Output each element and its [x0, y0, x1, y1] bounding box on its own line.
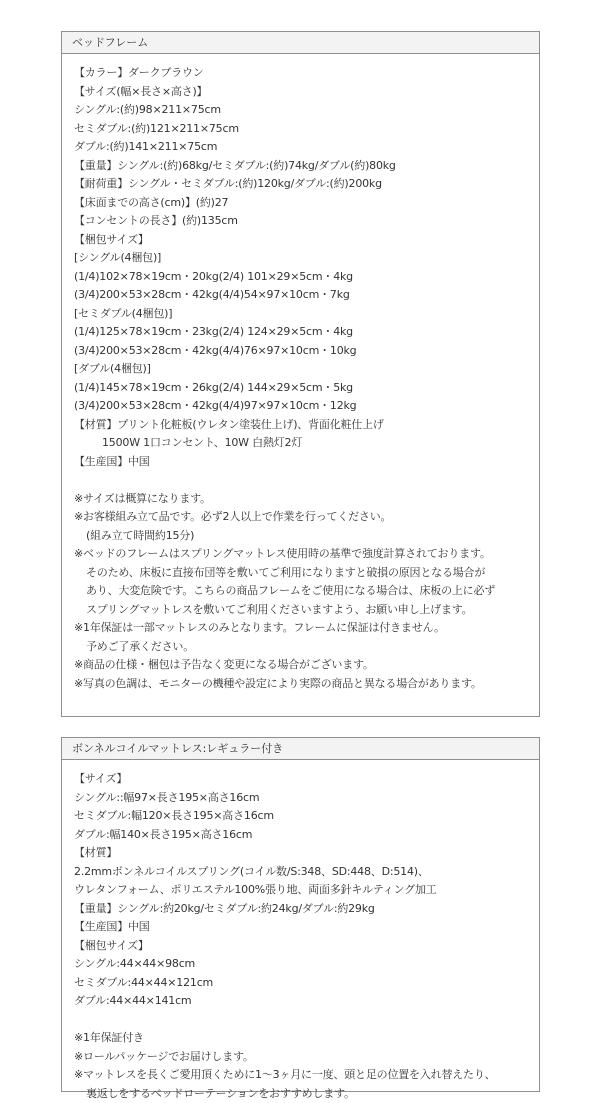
spec-line-material-outlet: 1500W 1口コンセント、10W 白熱灯2灯 [102, 436, 303, 449]
spec-line-package-heading: 【梱包サイズ】 [74, 938, 149, 952]
spec-line-size-double: ダブル:(約)141×211×75cm [74, 140, 218, 153]
spec-line-package-semidouble-2: (3/4)200×53×28cm・42kg(4/4)76×97×10cm・10kg [74, 343, 357, 357]
note-line: (組み立て時間約15分) [86, 528, 195, 542]
spec-line-material: 【材質】プリント化粧板(ウレタン塗装仕上げ)、背面化粧仕上げ [74, 417, 384, 431]
spec-line-color: 【カラー】ダークブラウン [74, 66, 204, 79]
note-line: ※サイズは概算になります。 [74, 491, 211, 505]
spec-line-package-double-1: (1/4)145×78×19cm・26kg(2/4) 144×29×5cm・5kg [74, 380, 353, 394]
spec-line-size-double: ダブル:幅140×長さ195×高さ16cm [74, 827, 253, 841]
note-line: ※商品の仕様・梱包は予告なく変更になる場合がございます。 [74, 658, 374, 671]
spec-line-package-double: ダブル:44×44×141cm [74, 994, 192, 1007]
spec-line-floor-height: 【床面までの高さ(cm)】(約)27 [74, 195, 229, 209]
spec-line-package-double-heading: [ダブル(4梱包)] [74, 362, 151, 375]
note-line: ※1年保証付き [74, 1031, 144, 1044]
spec-line-origin: 【生産国】中国 [74, 920, 150, 933]
spec-line-package-semidouble-heading: [セミダブル(4梱包)] [74, 306, 173, 320]
bed-frame-header: ベッドフレーム [62, 32, 539, 54]
spec-line-package-double-2: (3/4)200×53×28cm・42kg(4/4)97×97×10cm・12kg [74, 399, 357, 412]
note-line: ※ベッドのフレームはスプリングマットレス使用時の基準で強度計算されております。 [74, 547, 491, 560]
spacer [74, 471, 539, 490]
spec-line-package-semidouble-1: (1/4)125×78×19cm・23kg(2/4) 124×29×5cm・4kg [74, 325, 353, 338]
note-line: 予めご了承ください。 [86, 639, 194, 653]
spec-line-origin: 【生産国】中国 [74, 454, 150, 468]
spec-line-material-spring: 2.2mmボンネルコイルスプリング(コイル数/S:348、SD:448、D:514)、 [74, 864, 429, 878]
spec-line-size-heading: 【サイズ(幅×長さ×高さ)】 [74, 84, 208, 98]
mattress-body [62, 760, 539, 1103]
bed-frame-spec-box [61, 31, 540, 717]
spec-line-package-semidouble: セミダブル:44×44×121cm [74, 975, 214, 989]
spec-line-cord-length: 【コンセントの長さ】(約)135cm [74, 214, 238, 227]
note-line: そのため、床板に直接布団等を敷いてご利用になりますと破損の原因となる場合が [86, 565, 486, 579]
note-line: ※1年保証は一部マットレスのみとなります。フレームに保証は付きません。 [74, 621, 445, 634]
spec-line-size-single: シングル:(約)98×211×75cm [74, 103, 221, 116]
mattress-spec-box [61, 737, 540, 1100]
spec-line-weight: 【重量】シングル:約20kg/セミダブル:約24kg/ダブル:約29kg [74, 901, 375, 915]
note-line: ※写真の色調は、モニターの機種や設定により実際の商品と異なる場合があります。 [74, 676, 482, 690]
mattress-header: ボンネルコイルマットレス:レギュラー付き [62, 738, 539, 760]
spec-line-package-single-heading: [シングル(4梱包)] [74, 251, 162, 264]
note-line: スプリングマットレスを敷いてご利用くださいますよう、お願い申し上げます。 [86, 602, 473, 616]
spec-line-size-single: シングル::幅97×長さ195×高さ16cm [74, 790, 260, 804]
bed-frame-body [62, 54, 539, 693]
spec-line-load-capacity: 【耐荷重】シングル・セミダブル:(約)120kg/ダブル:(約)200kg [74, 177, 382, 190]
spec-line-weight: 【重量】シングル:(約)68kg/セミダブル:(約)74kg/ダブル(約)80kg [74, 158, 396, 172]
spacer [74, 1011, 539, 1030]
spec-line-size-semidouble: セミダブル:(約)121×211×75cm [74, 121, 239, 135]
note-line: 裏返しをするベッドローテーションをおすすめします。 [86, 1086, 355, 1100]
spec-line-package-single-1: (1/4)102×78×19cm・20kg(2/4) 101×29×5cm・4kg [74, 269, 353, 283]
spec-line-size-heading: 【サイズ】 [74, 772, 128, 785]
spec-line-size-semidouble: セミダブル:幅120×長さ195×高さ16cm [74, 809, 274, 822]
note-line: ※お客様組み立て品です。必ず2人以上で作業を行ってください。 [74, 510, 392, 523]
note-line: ※ロールパッケージでお届けします。 [74, 1049, 254, 1063]
note-line: あり、大変危険です。こちらの商品フレームをご使用になる場合は、床板の上に必ず [86, 584, 496, 597]
spec-line-material-fabric: ウレタンフォーム、ポリエステル100%張り地、両面多針キルティング加工 [74, 883, 437, 896]
spec-line-package-single: シングル:44×44×98cm [74, 957, 196, 970]
spec-line-package-heading: 【梱包サイズ】 [74, 232, 149, 246]
spec-line-material-heading: 【材質】 [74, 846, 118, 859]
spec-line-package-single-2: (3/4)200×53×28cm・42kg(4/4)54×97×10cm・7kg [74, 288, 350, 301]
note-line: ※マットレスを長くご愛用頂くために1～3ヶ月に一度、頭と足の位置を入れ替えたり、 [74, 1068, 496, 1081]
